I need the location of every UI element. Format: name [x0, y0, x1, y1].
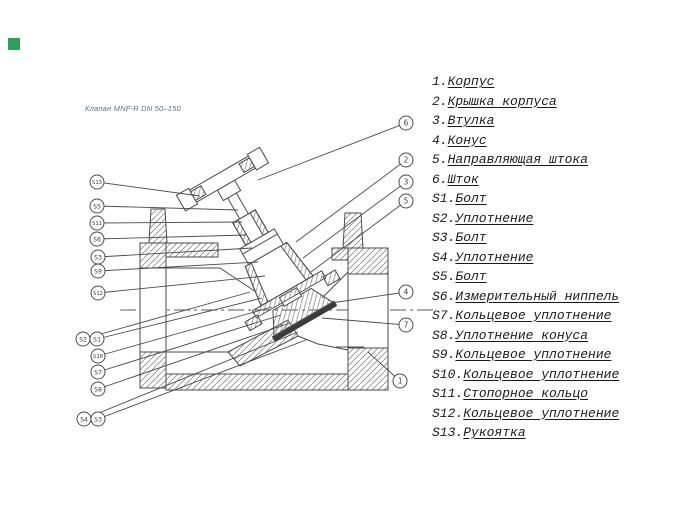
parts-list-item: [432, 111, 692, 131]
part-name: Крышка корпуса: [447, 93, 557, 109]
drawing-title: Клапан MNF-R DN 50–150: [85, 104, 181, 113]
parts-list-item: [432, 72, 692, 92]
part-number: S9.: [432, 347, 456, 362]
parts-list-item: [432, 326, 692, 346]
parts-list-item: [432, 170, 692, 190]
part-name: Шток: [447, 171, 479, 187]
callout-S5: [90, 199, 104, 213]
callout-S10: [91, 349, 105, 363]
callout-S7: [91, 365, 105, 379]
part-number: S3.: [432, 230, 456, 245]
parts-list-item: [432, 92, 692, 112]
part-number: S10.: [432, 366, 464, 382]
part-name: Уплотнение: [455, 210, 534, 226]
callout-3: [399, 175, 413, 189]
part-number: S1.: [432, 191, 456, 206]
callout-S4: [77, 412, 91, 426]
parts-list-item: [432, 306, 692, 326]
part-name: Направляющая штока: [447, 152, 589, 167]
parts-list-item: [432, 228, 692, 248]
parts-list-item: [432, 384, 692, 404]
callout-S8: [91, 382, 105, 396]
callout-leader-S9: [98, 262, 258, 271]
part-name: Уплотнение конуса: [455, 327, 589, 343]
callout-S6: [90, 232, 104, 246]
callout-S3: [91, 250, 105, 264]
svg-text:S13: S13: [92, 179, 102, 186]
svg-text:3: 3: [403, 177, 409, 187]
callout-S9: [91, 264, 105, 278]
part-name: Рукоятка: [463, 425, 526, 440]
part-name: Стопорное кольцо: [463, 386, 589, 401]
part-number: S4.: [432, 249, 456, 265]
parts-list-item: [432, 267, 692, 287]
part-name: Кольцевое уплотнение: [455, 308, 612, 323]
part-name: Кольцевое уплотнение: [455, 347, 612, 362]
svg-text:S7: S7: [94, 368, 102, 377]
svg-text:S6: S6: [93, 235, 101, 244]
parts-list-item: [432, 209, 692, 229]
svg-text:S4: S4: [80, 415, 88, 424]
part-number: S6.: [432, 288, 456, 304]
svg-text:5: 5: [403, 196, 409, 206]
svg-text:1: 1: [397, 376, 403, 386]
part-name: Корпус: [447, 74, 495, 89]
part-name: Кольцевое уплотнение: [463, 405, 620, 421]
part-number: S13.: [432, 425, 464, 440]
part-number: 4.: [432, 132, 448, 148]
callout-1: [393, 374, 407, 388]
part-name: Кольцевое уплотнение: [463, 366, 620, 382]
callout-S1: [90, 332, 104, 346]
svg-text:S10: S10: [93, 353, 103, 360]
svg-text:S1: S1: [93, 335, 101, 344]
callout-S12: [91, 286, 105, 300]
part-name: Втулка: [447, 113, 495, 128]
callout-S11: [90, 216, 104, 230]
callout-leader-S11: [97, 222, 242, 223]
part-number: S12.: [432, 405, 464, 421]
svg-text:7: 7: [403, 320, 409, 330]
part-number: S7.: [432, 308, 456, 323]
parts-list-item: [432, 150, 692, 170]
part-name: Болт: [455, 230, 487, 245]
part-number: S5.: [432, 269, 456, 284]
part-name: Измерительный ниппель: [455, 288, 620, 304]
part-name: Болт: [455, 269, 487, 284]
parts-list-item: [432, 345, 692, 365]
callout-4: [399, 285, 413, 299]
svg-text:S12: S12: [93, 290, 103, 297]
part-number: 3.: [432, 113, 448, 128]
parts-list: [432, 72, 692, 443]
part-number: 1.: [432, 74, 448, 89]
parts-list-item: [432, 131, 692, 151]
svg-text:S11: S11: [92, 220, 102, 227]
callout-S13: [90, 175, 104, 189]
parts-list-item: [432, 404, 692, 424]
callout-leader-6: [258, 123, 406, 180]
part-number: 5.: [432, 152, 448, 167]
callout-S2: [76, 332, 90, 346]
svg-text:S5: S5: [93, 202, 101, 211]
callout-leader-S12: [98, 276, 265, 293]
parts-list-item: [432, 248, 692, 268]
part-number: S8.: [432, 327, 456, 343]
callout-S3: [91, 412, 105, 426]
svg-text:2: 2: [403, 155, 409, 165]
callout-6: [399, 116, 413, 130]
part-name: Конус: [447, 132, 487, 148]
svg-text:S3: S3: [94, 415, 102, 424]
svg-text:S2: S2: [79, 335, 87, 344]
svg-text:S8: S8: [94, 385, 102, 394]
svg-text:S3: S3: [94, 253, 102, 262]
callout-5: [399, 194, 413, 208]
part-number: 6.: [432, 171, 448, 187]
part-number: S2.: [432, 210, 456, 226]
part-name: Болт: [455, 191, 487, 206]
part-name: Уплотнение: [455, 249, 534, 265]
callout-leader-S13: [97, 182, 200, 196]
callout-leader-S6: [97, 235, 247, 239]
parts-list-item: [432, 423, 692, 443]
svg-text:S9: S9: [94, 267, 102, 276]
svg-text:6: 6: [403, 118, 409, 128]
parts-list-item: [432, 287, 692, 307]
parts-list-item: [432, 189, 692, 209]
part-number: S11.: [432, 386, 464, 401]
callout-7: [399, 318, 413, 332]
svg-text:4: 4: [403, 287, 409, 297]
callout-leader-S5: [97, 206, 238, 210]
part-number: 2.: [432, 93, 448, 109]
callout-2: [399, 153, 413, 167]
parts-list-item: [432, 365, 692, 385]
